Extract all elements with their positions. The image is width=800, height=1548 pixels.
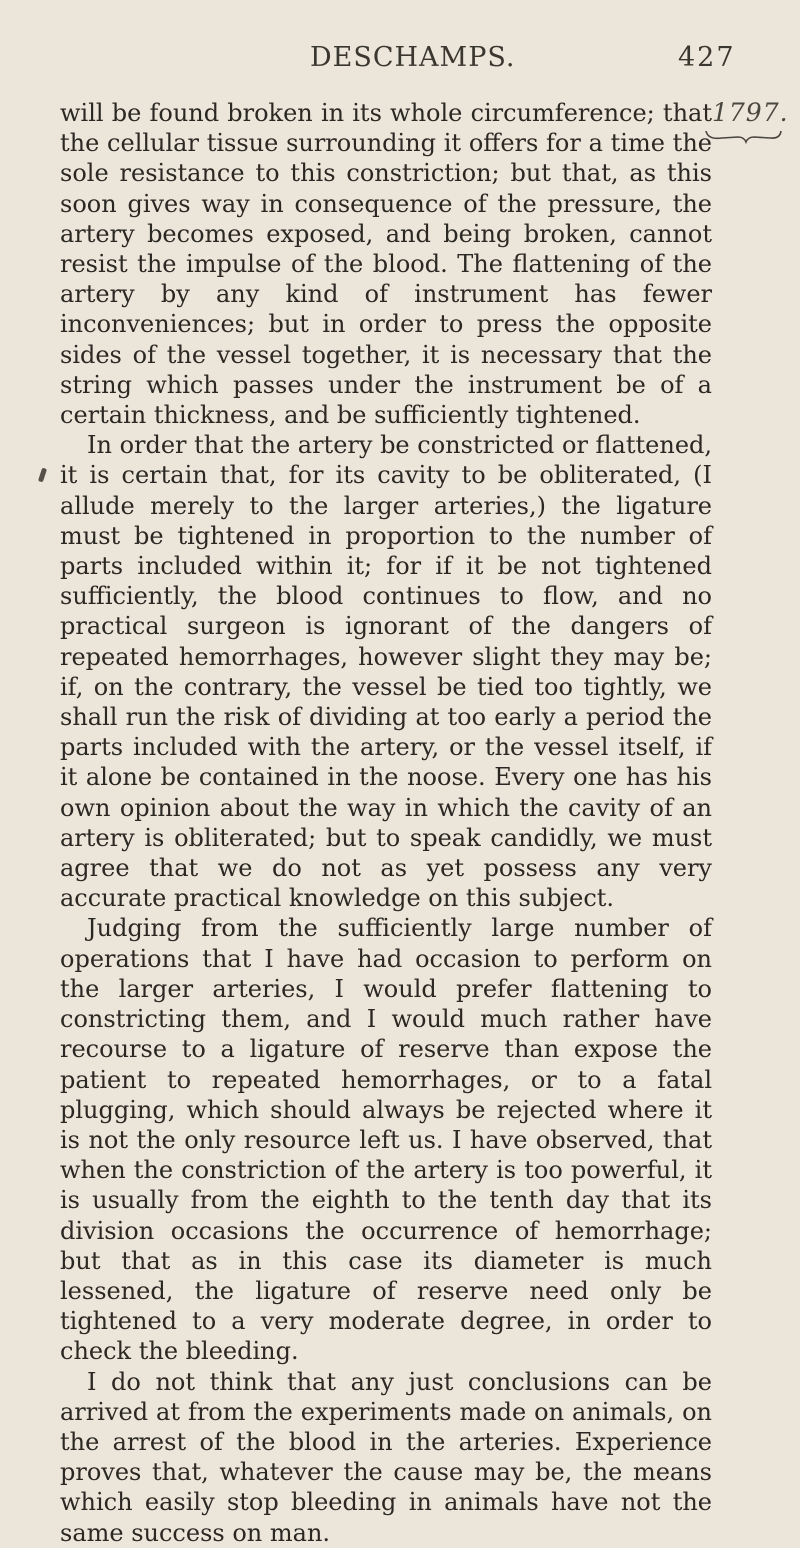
running-head: DESCHAMPS. — [310, 42, 516, 73]
paragraph-1: will be found broken in its whole circumference; that the cellular tissue surrounding it offers for a time the sole resistance to this constriction; but that, as this soon gives way in consequence of the pressure, the artery becomes exposed, and being broken, cannot resist the impulse of the blood. The flattening of the artery by any kind of instrument has fewer inconveniences; but in order to press the opposite sides of the vessel together, it is necessary that the string which passes under the instrument be of a certain thickness, and be sufficiently tightened. — [60, 99, 712, 430]
margin-date-note: 1797. — [712, 98, 789, 127]
body-text — [60, 98, 712, 1548]
paragraph-2: In order that the artery be constricted or flattened, it is certain that, for its cavity to be obliterated, (I allude merely to the larger arteries,) the ligature must be tightened in proportion to the number of parts included within it; for if it be not tightened sufficiently, the blood continues to flow, and no practical surgeon is ignorant of the dangers of repeated hemorrhages, however slight they may be; if, on the contrary, the vessel be tied too tightly, we shall run the risk of dividing at too early a period the parts included with the artery, or the vessel itself, if it alone be contained in the noose. Every one has his own opinion about the way in which the cavity of an artery is obliterated; but to speak candidly, we must agree that we do not as yet possess any very accurate practical knowledge on this subject. — [60, 431, 713, 913]
page-number: 427 — [678, 42, 736, 73]
stray-ink-mark — [38, 468, 47, 483]
paragraph-4: I do not think that any just conclusions can be arrived at from the experiments made on animals, on the arrest of the blood in the arteries. Experience proves that, whatever the cause may be, the means which easily stop bleeding in animals have not the same success on man. — [60, 1367, 712, 1547]
paragraph-3: Judging from the sufficiently large number of operations that I have had occasion to perform on the larger arteries, I would prefer flattening to constricting them, and I would much rather have recourse to a ligature of reserve than expose the patient to repeated hemorrhages, or to a fatal plugging, which should always be rejected where it is not the only resource left us. I have observed, that when the constriction of the artery is too powerful, it is usually from the eighth to the tenth day that its division occasions the occurrence of hemorrhage; but that as in this case its diameter is much lessened, the ligature of reserve need only be tightened to a very moderate degree, in order to check the bleeding. — [60, 914, 712, 1366]
margin-brace-icon — [704, 128, 782, 144]
